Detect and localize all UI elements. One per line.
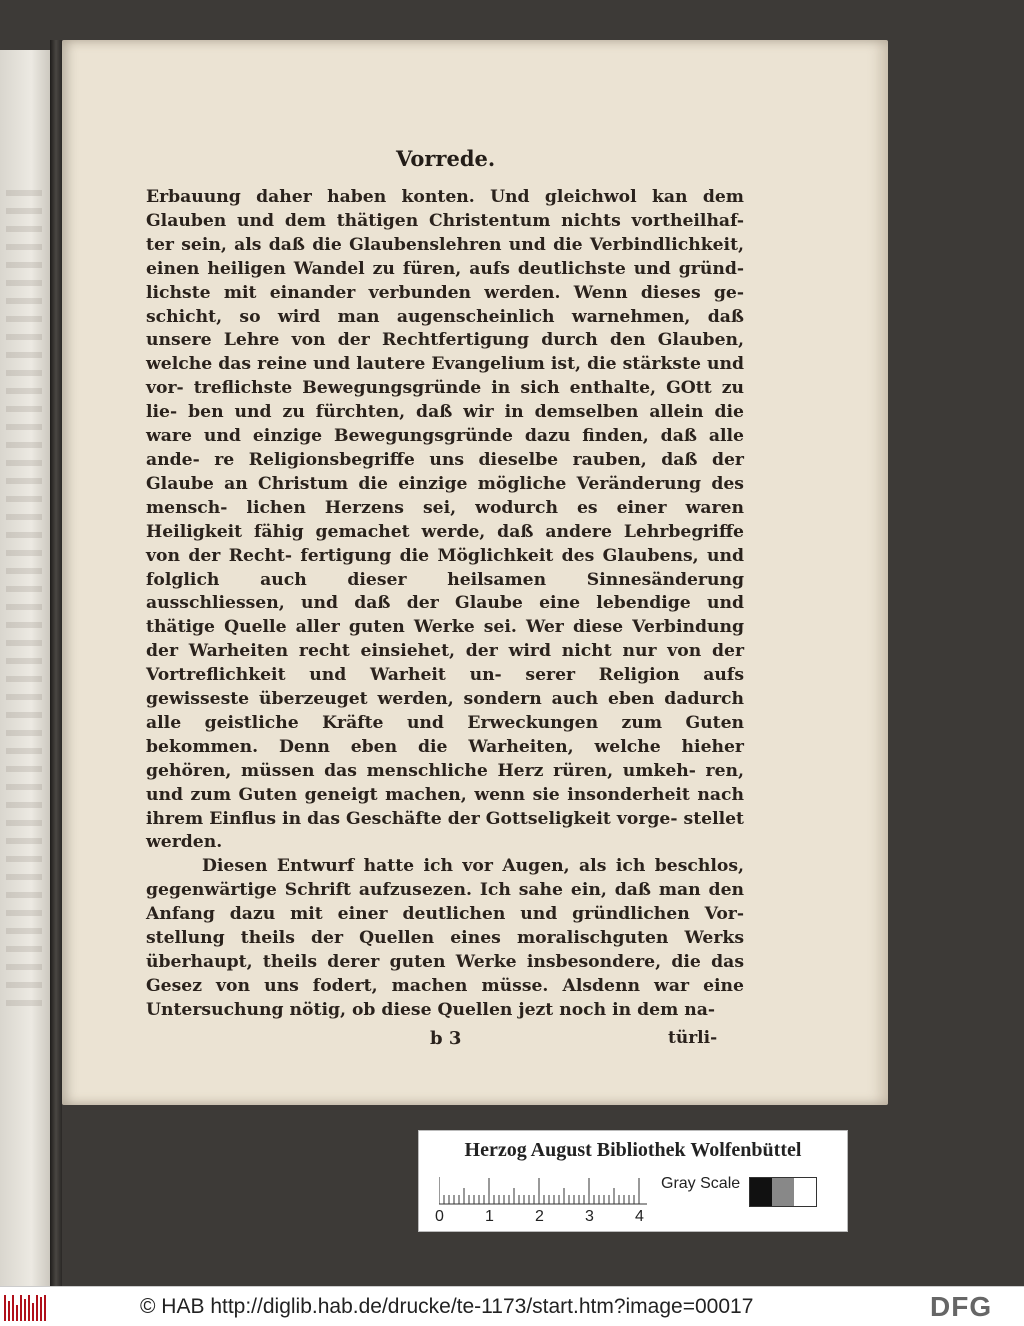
gray-swatch-mid: [772, 1178, 794, 1206]
dfg-logo-icon: DFG: [930, 1291, 993, 1322]
gray-scale-label: Gray Scale: [661, 1175, 741, 1192]
paragraph-1: Erbauung daher haben konten. Und gleichwol kan dem Glauben und dem thätigen Christentum nichts vortheilhaf- ter sein, als daß die Glaubenslehren und die Verbindlichkeit, einen heiligen Wandel zu füren, aufs deutlichste und gründ- lichste mit einander verbunden werden. Wenn dieses ge- schicht, so wird man augenscheinlich warnehmen, daß unsere Lehre von der Rechtfertigung durch den Glauben, welche das reine und lautere Evangelium ist, die stärkste und vor- treflichste Bewegungsgründe in sich enthalte, GOtt zu lie- ben und zu fürchten, daß wir in demselben allein die ware und einzige Bewegungsgründe dazu finden, daß alle ande- re Religionsbegriffe uns dieselbe rauben, daß der Glaube an Christum die einzige mögliche Veränderung des mensch- lichen Herzens sei, wodurch es einer waren Heiligkeit fähig gemachet werde, daß andere Lehrbegriffe von der Recht- fertigung die Möglichkeit des Glaubens, und folglich auch dieser heilsamen Sinnesänderung ausschliessen, und daß der Glaube eine lebendige und thätige Quelle aller guten Werke sei. Wer diese Verbindung der Warheiten recht einsiehet, der wird nicht nur von der Vortreflichkeit und Warheit un- serer Religion aufs gewisseste überzeuget werden, sondern auch eben dadurch alle geistliche Kräfte und Erweckungen zum Guten bekommen. Denn eben die Warheiten, welche hieher gehören, müssen das menschliche Herz rüren, umkeh- ren, und zum Guten geneigt machen, wenn sie insonderheit nach ihrem Einflus in das Geschäfte der Gottseligkeit vorge- stellet werden.: [146, 187, 744, 853]
ruler-label: 2: [535, 1208, 544, 1225]
color-calibration-card: [418, 1130, 848, 1232]
left-page-edge: [0, 50, 52, 1286]
ruler-label: 3: [585, 1208, 594, 1225]
signature-mark: b 3: [430, 1028, 462, 1049]
footer-bar: [0, 1286, 1024, 1326]
page-body: [146, 186, 744, 1023]
gray-scale-swatches: [749, 1177, 817, 1207]
ruler-label: 0: [435, 1208, 444, 1225]
copyright-link[interactable]: © HAB http://diglib.hab.de/drucke/te-1173/start.htm?image=00017: [140, 1295, 754, 1318]
paragraph-2: Diesen Entwurf hatte ich vor Augen, als ich beschlos, gegenwärtige Schrift aufzusezen. Ich sahe ein, daß man den Anfang dazu mit einer deutlichen und gründlichen Vor- stellung theils der Quellen eines moralischguten Werks überhaupt, theils derer guten Werke insbesondere, die das Gesez von uns fodert, machen müsse. Alsdenn war eine Untersuchung nötig, ob diese Quellen jezt noch in dem na-: [146, 856, 744, 1020]
book-spine: [50, 40, 62, 1286]
gray-swatch-dark: [750, 1178, 772, 1206]
gray-swatch-light: [794, 1178, 816, 1206]
hab-logo-icon: [4, 1293, 52, 1321]
ruler-label: 1: [485, 1208, 494, 1225]
ruler-label: 4: [635, 1208, 644, 1225]
catchword: türli-: [668, 1028, 718, 1048]
page-header: Vorrede.: [396, 146, 496, 171]
library-name: Herzog August Bibliothek Wolfenbüttel: [464, 1139, 802, 1161]
ruler-labels: [435, 1208, 675, 1228]
measurement-ruler: [439, 1175, 649, 1205]
